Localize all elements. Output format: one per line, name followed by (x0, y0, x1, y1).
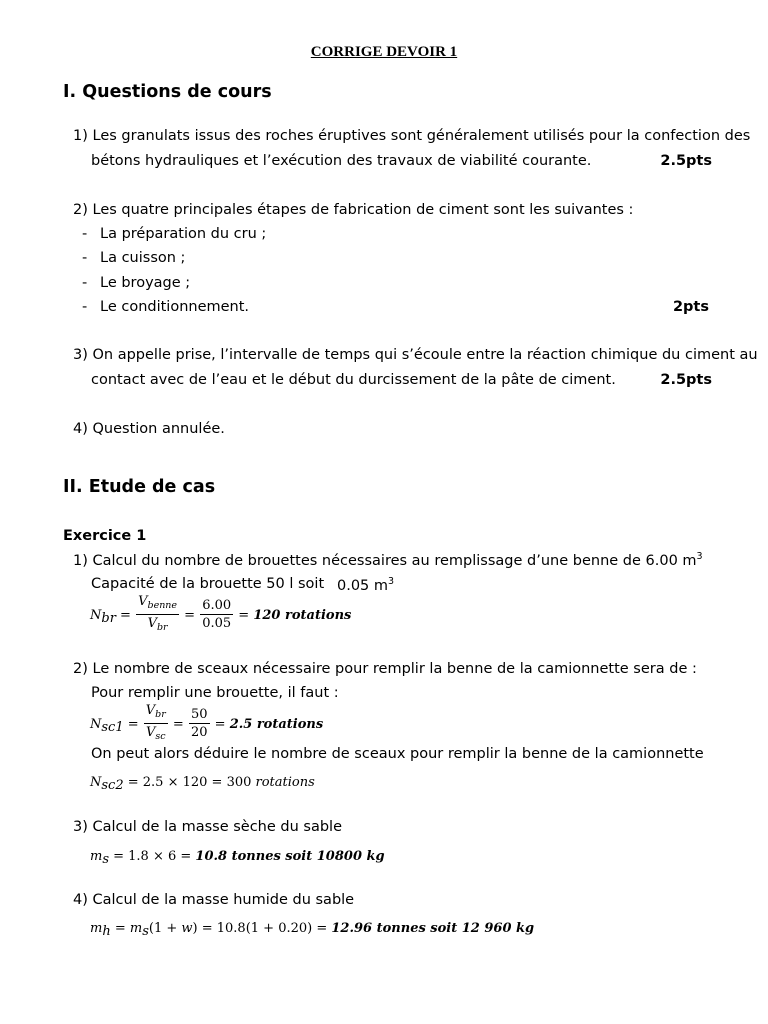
formula-result: 2.5 rotations (229, 717, 324, 732)
part-1-line-2: Capacité de la brouette 50 l soit (91, 576, 325, 592)
formula-mh: $m_h = m_s(1 + w) = 10.8(1 + 0.20) = 12.96$ tonnes soit 12 960 kg (90, 921, 535, 939)
part-2-line-1: 2) Le nombre de sceaux nécessaire pour remplir la benne de la camionnette sera de : (73, 661, 697, 677)
part-2-line-3: On peut alors déduire le nombre de sceaux pour remplir la benne de la camionnette (91, 746, 704, 762)
list-item: La cuisson ; (100, 250, 186, 266)
formula-result: 120 rotations (253, 608, 352, 623)
formula-result: 10.8 tonnes soit 10800 kg (195, 849, 385, 864)
part-1-line-1: 1) Calcul du nombre de brouettes nécessaires au remplissage d’une benne de 6.00 $m^3$ (73, 551, 703, 569)
document-title: CORRIGE DEVOIR 1 (310, 44, 458, 60)
question-1-points: 2.5pts (660, 153, 712, 169)
part-4-line-1: 4) Calcul de la masse humide du sable (73, 892, 355, 908)
list-item: Le broyage ; (100, 275, 191, 291)
part-3-line-1: 3) Calcul de la masse sèche du sable (73, 819, 343, 835)
formula-result: 12.96 tonnes soit 12 960 kg (331, 921, 535, 936)
list-item: Le conditionnement. (100, 299, 250, 315)
formula-nsc1: $N_{sc1}$ = $\frac{V_{br}}{V_{sc}}$ = $\frac{50}{20}$ = 2.5 rotations (90, 703, 324, 742)
formula-nsc2: $N_{sc2} = 2.5 \times 120 = 300$ rotations (90, 775, 315, 793)
question-2-points: 2pts (672, 299, 709, 315)
question-3-line-1: 3) On appelle prise, l’intervalle de temps qui s’écoule entre la réaction chimique du ciment au (73, 347, 758, 363)
part-2-line-2: Pour remplir une brouette, il faut : (91, 685, 339, 701)
bullet-dash: - (82, 226, 88, 242)
question-3-line-2: contact avec de l’eau et le début du durcissement de la pâte de ciment. (91, 372, 616, 388)
bullet-dash: - (82, 299, 88, 315)
question-4-line: 4) Question annulée. (73, 421, 225, 437)
section-heading-questions: I. Questions de cours (63, 82, 272, 102)
bullet-dash: - (82, 250, 88, 266)
section-heading-case-study: II. Etude de cas (63, 477, 216, 497)
part-1-volume-value: 0.05 $m^3$ (337, 576, 395, 594)
question-3-points: 2.5pts (660, 372, 712, 388)
formula-ms: $m_s = 1.8 \times 6 = 10.8$ tonnes soit 10800 kg (90, 849, 385, 867)
formula-nbr: $N_{br}$ = $\frac{V_{benne}}{V_{br}}$ = $\frac{6.00}{0.05}$ = 120 rotations (90, 594, 352, 633)
question-2-intro: 2) Les quatre principales étapes de fabrication de ciment sont les suivantes : (73, 202, 634, 218)
list-item: La préparation du cru ; (100, 226, 267, 242)
bullet-dash: - (82, 275, 88, 291)
exercise-title: Exercice 1 (63, 528, 147, 544)
question-1-line-2: bétons hydrauliques et l’exécution des travaux de viabilité courante. (91, 153, 592, 169)
question-1-line-1: 1) Les granulats issus des roches éruptives sont généralement utilisés pour la confection des (73, 128, 751, 144)
